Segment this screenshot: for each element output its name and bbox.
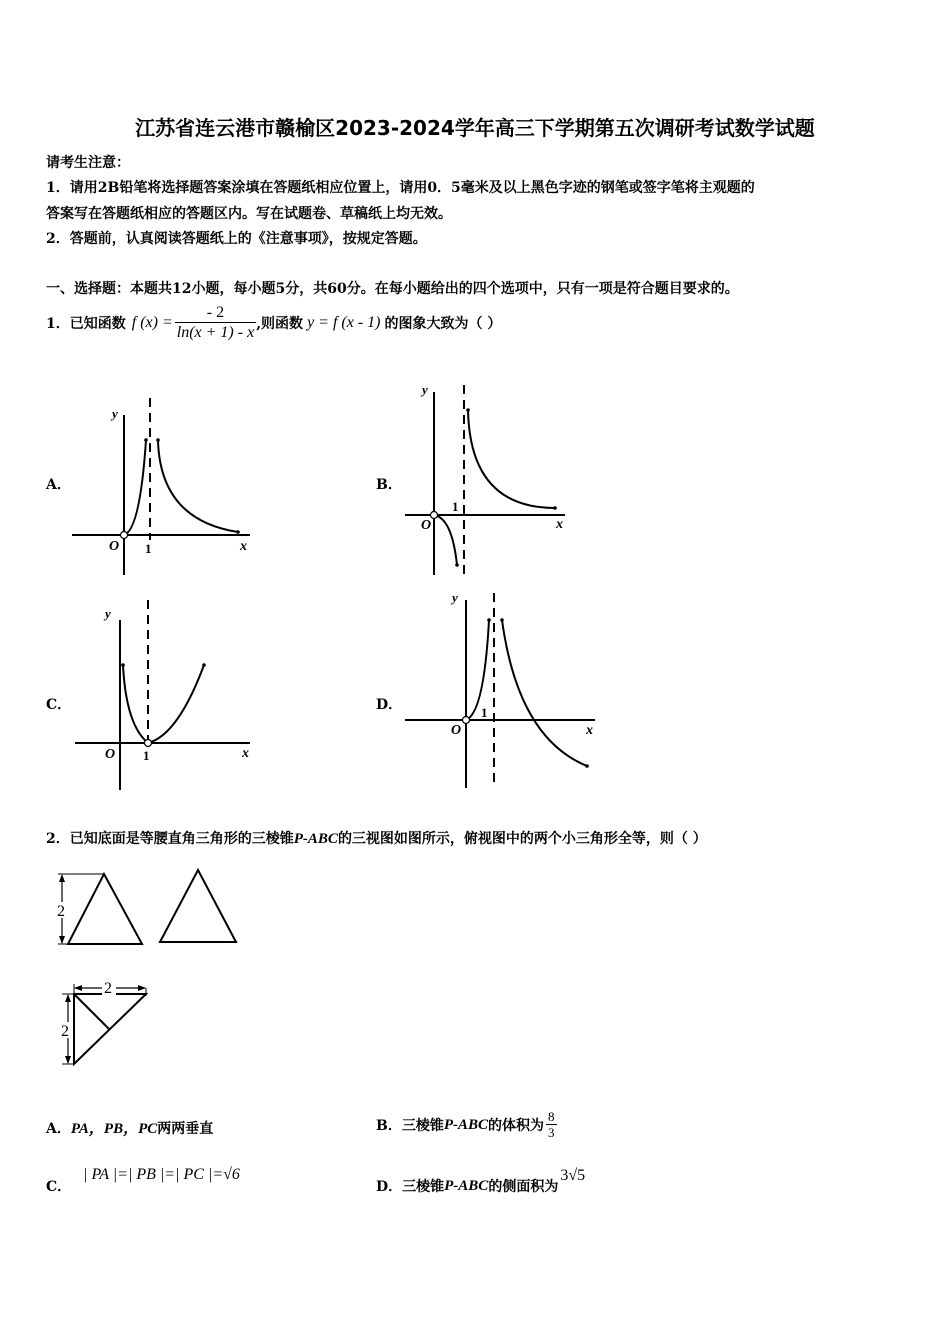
q2-option-a-label: A． xyxy=(46,1121,71,1137)
q2-pabc: P-ABC xyxy=(293,831,338,847)
q2-option-c-label: C． xyxy=(46,1179,72,1195)
q2-option-b-numerator: 8 xyxy=(548,1109,555,1124)
q2-option-b-text: 的体积为 xyxy=(488,1118,545,1134)
graph-b-origin-point xyxy=(431,512,438,519)
q1-func2: y = f (x - 1) xyxy=(307,314,381,331)
graph-c-one-label: 1 xyxy=(143,748,150,763)
q1-denominator: ln(x + 1) - x xyxy=(176,323,255,341)
question-1 xyxy=(46,300,501,346)
q2-option-b xyxy=(376,1104,557,1146)
graph-d-x-label: x xyxy=(586,723,593,738)
graph-b-one-label: 1 xyxy=(452,499,459,514)
graph-a-one-label: 1 xyxy=(145,541,152,556)
q2-text-prefix: 2．已知底面是等腰直角三角形的三棱锥 xyxy=(46,831,294,847)
q1-middle: ,则函数 xyxy=(256,316,304,332)
graph-d-right-branch xyxy=(502,620,587,766)
notice-item-1-line-1: 1．请用2B铅笔将选择题答案涂填在答题纸相应位置上，请用0．5毫米及以上黑色字迹的钢笔或签字笔将主观题的 xyxy=(46,180,755,196)
q2-option-b-pabc: P-ABC xyxy=(443,1116,489,1133)
top-view-width-label: 2 xyxy=(104,980,112,997)
graph-c-curve xyxy=(123,665,204,743)
top-view xyxy=(60,979,146,1064)
graph-a-x-label: x xyxy=(240,539,247,554)
top-view-height-label: 2 xyxy=(61,1023,69,1040)
graph-c-y-label: y xyxy=(105,606,111,621)
q1-prefix: 1．已知函数 xyxy=(46,316,126,332)
notice-heading: 请考生注意： xyxy=(46,155,130,171)
graph-c xyxy=(60,595,260,795)
q2-option-b-label: B．三棱锥 xyxy=(376,1118,444,1134)
q1-option-a-label: A． xyxy=(46,477,71,493)
graph-b-y-label: y xyxy=(422,382,428,397)
graph-c-min-point xyxy=(145,740,152,747)
q2-option-a xyxy=(46,1117,213,1138)
graph-d-one-label: 1 xyxy=(481,705,488,720)
graph-b xyxy=(400,380,580,580)
q2-option-d xyxy=(376,1165,585,1195)
graph-b-left-branch xyxy=(434,515,457,565)
graph-a-y-label: y xyxy=(112,406,118,421)
graph-a-right-branch xyxy=(158,440,238,532)
graph-a-left-branch xyxy=(124,440,146,535)
question-2 xyxy=(46,828,707,848)
q1-func-lhs: f (x) = xyxy=(131,314,173,331)
q2-option-d-label: D．三棱锥 xyxy=(376,1179,445,1195)
q1-option-d-label: D． xyxy=(376,697,403,713)
q1-suffix: 的图象大致为（ ） xyxy=(384,316,502,332)
q2-option-d-math: 3√5 xyxy=(560,1167,586,1184)
q1-option-c-label: C． xyxy=(46,697,72,713)
graph-b-right-branch xyxy=(468,410,555,508)
section-1-heading: 一、选择题：本题共12小题，每小题5分，共60分。在每小题给出的四个选项中，只有一项是符合题目要求的。 xyxy=(46,281,739,297)
q2-option-c-math: | PA |=| PB |=| PC |=√6 xyxy=(83,1166,240,1183)
q1-option-b-label: B． xyxy=(376,477,402,493)
graph-c-x-label: x xyxy=(242,746,249,761)
page-title: 江苏省连云港市赣榆区2023-2024学年高三下学期第五次调研考试数学试题 xyxy=(135,116,815,140)
graph-d-y-label: y xyxy=(452,590,458,605)
q2-text-suffix: 的三视图如图所示，俯视图中的两个小三角形全等，则（ ） xyxy=(337,831,707,847)
graph-a xyxy=(60,390,260,585)
three-view-drawing xyxy=(50,862,250,1072)
graph-b-x-label: x xyxy=(556,517,563,532)
graph-d-origin-label: O xyxy=(451,723,462,738)
q2-option-b-fraction xyxy=(546,1109,557,1141)
graph-c-origin-label: O xyxy=(105,747,116,762)
q2-option-c xyxy=(46,1165,240,1195)
q2-option-d-pabc: P-ABC xyxy=(444,1177,489,1194)
notice-item-1-line-2: 答案写在答题纸相应的答题区内。写在试题卷、草稿纸上均无效。 xyxy=(46,206,452,222)
graph-d-origin-point xyxy=(463,717,470,724)
graph-a-origin-label: O xyxy=(109,539,120,554)
q2-option-d-text: 的侧面积为 xyxy=(488,1179,559,1195)
front-view-height-label: 2 xyxy=(57,903,65,920)
notice-item-2: 2．答题前，认真阅读答题纸上的《注意事项》，按规定答题。 xyxy=(46,231,427,247)
graph-a-origin-point xyxy=(121,532,128,539)
graph-d xyxy=(400,588,605,793)
q1-fraction xyxy=(175,304,256,343)
q2-option-a-suffix: 两两垂直 xyxy=(157,1121,214,1137)
graph-b-origin-label: O xyxy=(421,518,432,533)
q2-option-b-denominator: 3 xyxy=(548,1125,555,1140)
q1-numerator: - 2 xyxy=(175,304,256,323)
front-view xyxy=(56,874,142,944)
side-view xyxy=(160,870,236,942)
q2-option-a-math: PA，PB，PC xyxy=(70,1121,158,1137)
